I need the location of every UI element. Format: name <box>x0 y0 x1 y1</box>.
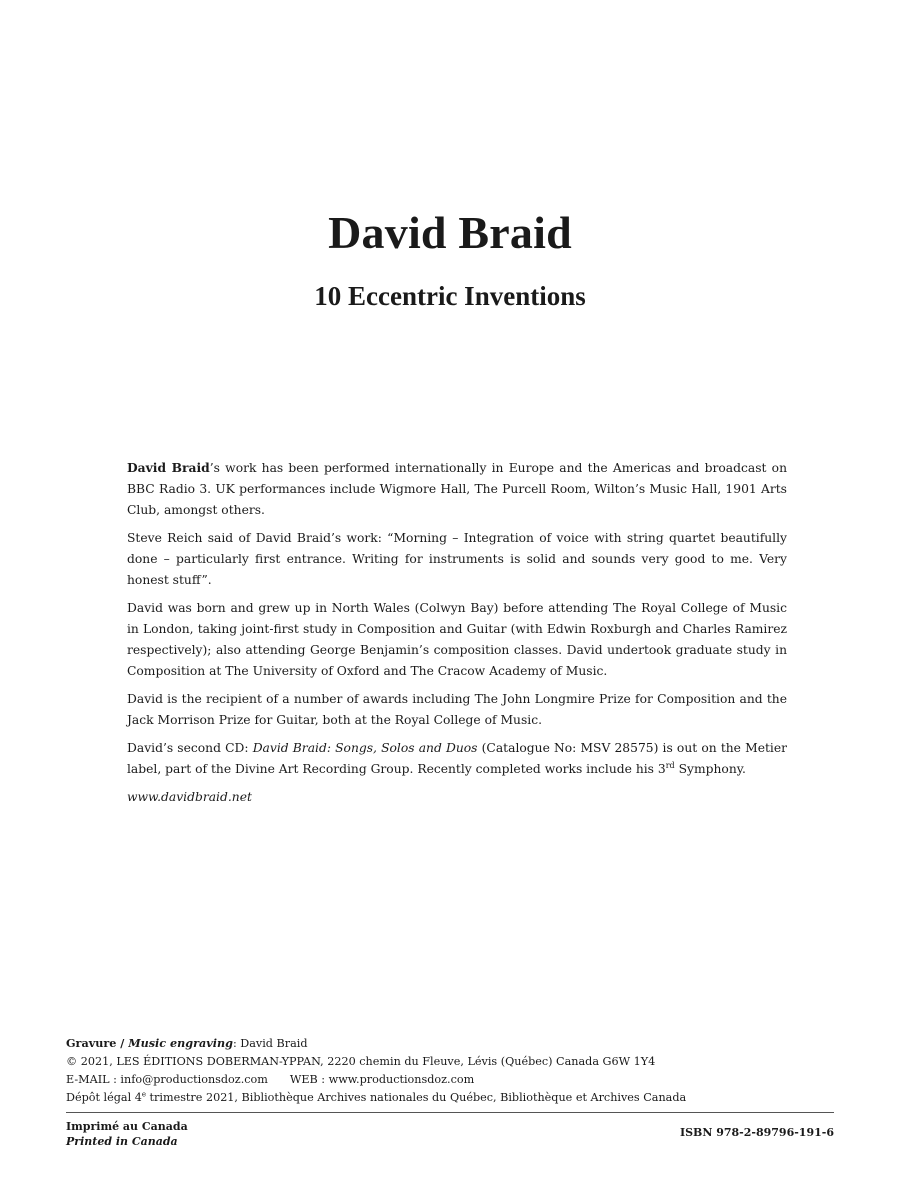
bio-p5-before: David’s second CD: <box>127 741 253 755</box>
legal-sup: e <box>141 1090 146 1099</box>
ordinal-suffix: rd <box>665 760 675 770</box>
bio-paragraph-1 <box>127 457 787 521</box>
bio-p5-middle: (Catalogue No: MSV 28575) is out on the Metier label, part of the Divine Art Recording Group. Recently completed works include his 3 <box>127 741 787 776</box>
album-title: David Braid: Songs, Solos and Duos <box>252 741 478 755</box>
legal-after: trimestre 2021, Bibliothèque Archives nationales du Québec, Bibliothèque et Archives Canada <box>145 1091 687 1104</box>
engraving-value: : David Braid <box>232 1037 308 1050</box>
legal-before: Dépôt légal 4 <box>66 1091 142 1104</box>
bio-composer-name: David Braid <box>127 460 210 475</box>
legal-deposit-line <box>66 1089 836 1107</box>
bio-paragraph-4: David is the recipient of a number of awards including The John Longmire Prize for Composition and the Jack Morrison Prize for Guitar, both at the Royal College of Music. <box>127 692 787 727</box>
printed-in <box>66 1119 188 1149</box>
contact-line <box>66 1071 836 1089</box>
bio-paragraph-1-text: ’s work has been performed internationally in Europe and the Americas and broadcast on BBC Radio 3. UK performances include Wigmore Hall, The Purcell Room, Wilton’s Music Hall, 1901 Arts Club, amongst others. <box>127 461 787 517</box>
publisher-credits <box>66 1034 836 1107</box>
engraving-label-fr: Gravure / <box>66 1036 129 1050</box>
work-title: 10 Eccentric Inventions <box>314 281 586 311</box>
biography <box>127 457 787 815</box>
copyright-line: © 2021, LES ÉDITIONS DOBERMAN-YPPAN, 2220 chemin du Fleuve, Lévis (Québec) Canada G6W 1Y4 <box>66 1055 656 1068</box>
web-text[interactable]: WEB : www.productionsdoz.com <box>289 1073 475 1086</box>
isbn: ISBN 978-2-89796-191-6 <box>679 1126 834 1139</box>
engraving-label-en: Music engraving <box>128 1036 233 1050</box>
email-text[interactable]: E-MAIL : info@productionsdoz.com <box>66 1073 268 1086</box>
composer-name: David Braid <box>328 207 572 258</box>
footer-divider <box>66 1112 834 1113</box>
bio-paragraph-5 <box>127 738 787 780</box>
bio-paragraph-3: David was born and grew up in North Wales (Colwyn Bay) before attending The Royal College of Music in London, taking joint-first study in Composition and Guitar (with Edwin Roxburgh and Charles Ramirez respectively); also attending George Benjamin’s composition classes. David undertook graduate study in Composition at The University of Oxford and The Cracow Academy of Music. <box>127 601 787 678</box>
bio-p5-after: Symphony. <box>674 762 746 776</box>
printed-fr: Imprimé au Canada <box>66 1120 188 1133</box>
printed-en: Printed in Canada <box>66 1135 178 1148</box>
website-link[interactable]: www.davidbraid.net <box>127 790 252 804</box>
bio-paragraph-2: Steve Reich said of David Braid’s work: “Morning – Integration of voice with string quartet beautifully done – particularly first entrance. Writing for instruments is solid and sounds very good to me. Very honest stuff”. <box>127 531 787 587</box>
engraving-credit <box>66 1034 836 1053</box>
